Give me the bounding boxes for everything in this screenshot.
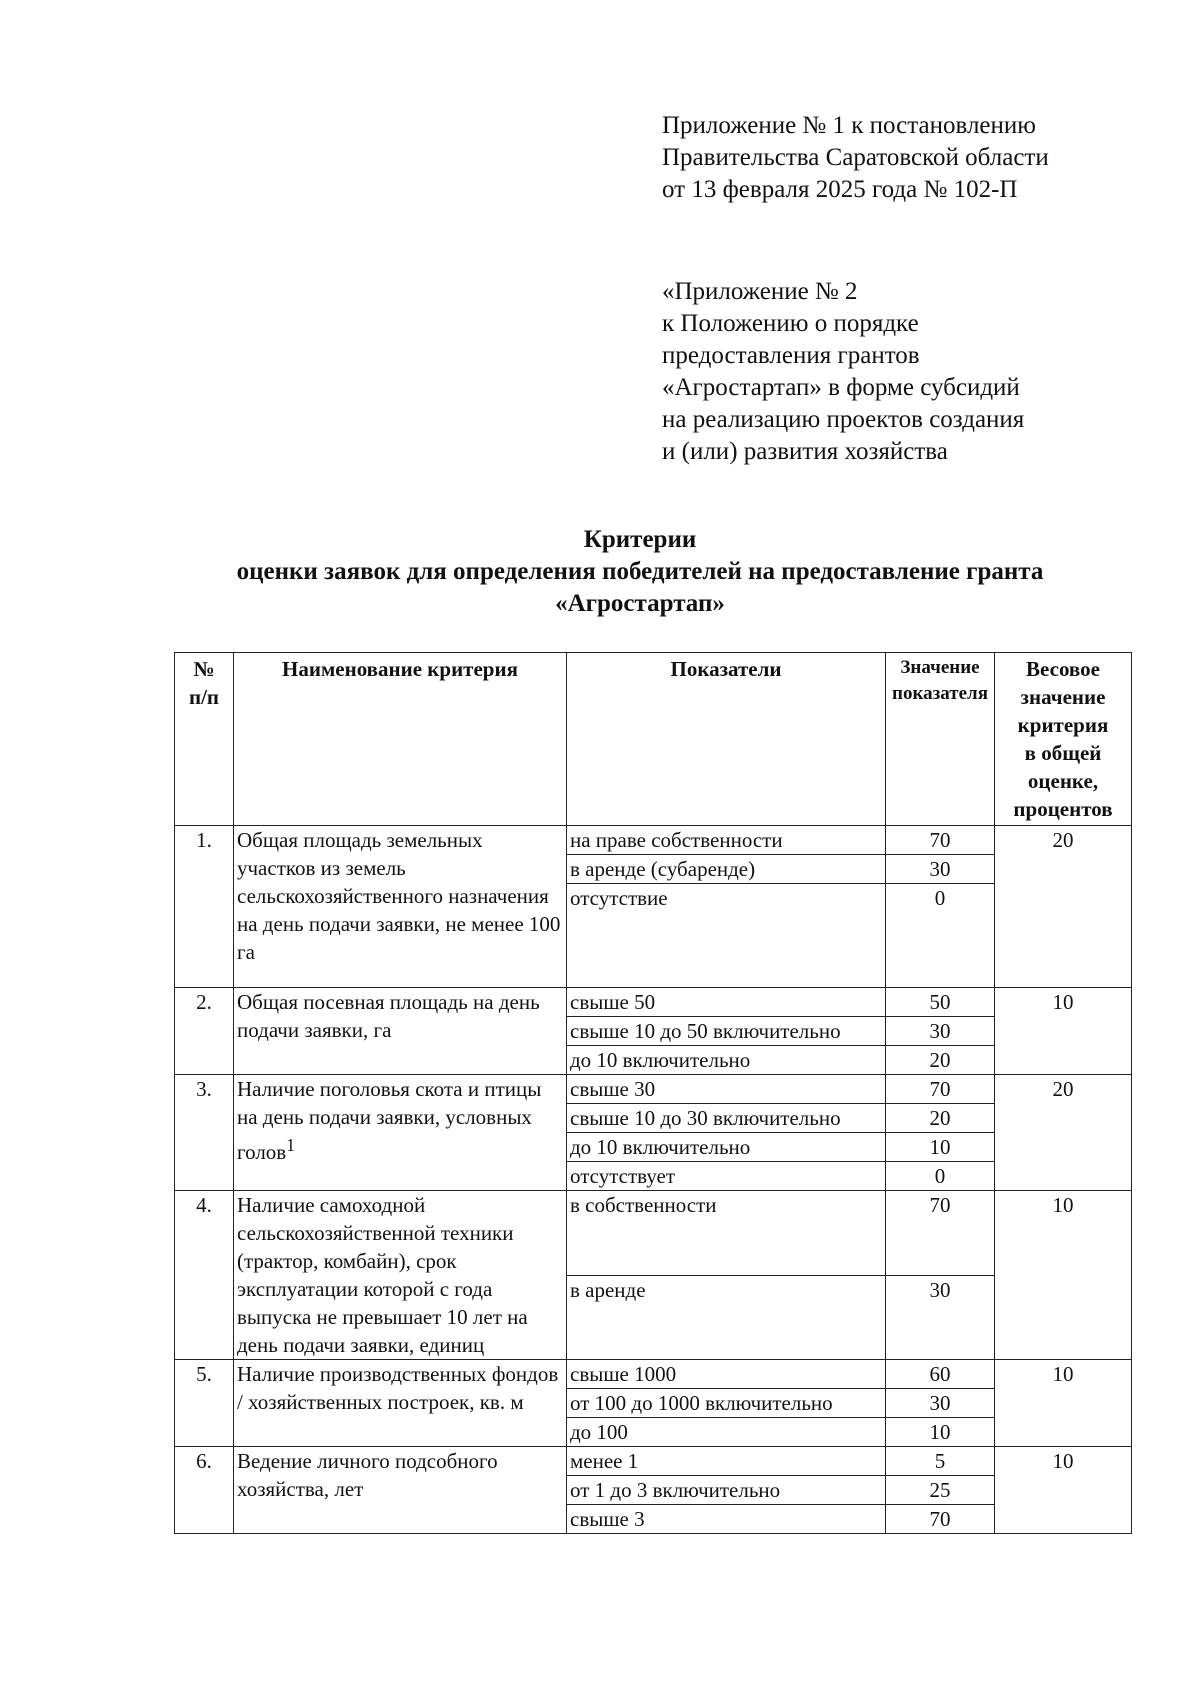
title-line: оценки заявок для определения победителей на предоставление гранта [236, 558, 1044, 585]
criterion-name: Общая площадь земельных участков из земель сельскохозяйственного назначения на день подачи заявки, не менее 100 га [234, 826, 567, 988]
indicator-text: отсутствует [567, 1162, 886, 1191]
row-number: 4. [175, 1191, 234, 1360]
header-number [175, 653, 234, 826]
header-indicators [567, 653, 886, 826]
indicator-text: в аренде (субаренде) [567, 855, 886, 884]
header-weight-line: критерия [1017, 713, 1109, 737]
indicator-value: 70 [886, 1075, 995, 1104]
table-row [175, 988, 1132, 1017]
indicator-text: свыше 10 до 50 включительно [567, 1017, 886, 1046]
header-weight-line: значение [1020, 685, 1106, 709]
indicator-value: 70 [886, 1191, 995, 1276]
criterion-weight: 10 [995, 1191, 1132, 1360]
indicator-text: свыше 50 [567, 988, 886, 1017]
appendix-line: «Агростартап» в форме субсидий [662, 374, 1020, 401]
indicator-value: 10 [886, 1133, 995, 1162]
table-row [175, 826, 1132, 855]
indicator-text: в собственности [567, 1191, 886, 1276]
table-row [175, 1075, 1132, 1104]
indicator-text: от 100 до 1000 включительно [567, 1389, 886, 1418]
criterion-name: Наличие самоходной сельскохозяйственной техники (трактор, комбайн), срок эксплуатации которой с года выпуска не превышает 10 лет на день подачи заявки, единиц [234, 1191, 567, 1360]
header-weight-line: в общей [1024, 741, 1102, 765]
indicator-text: от 1 до 3 включительно [567, 1476, 886, 1505]
criterion-weight: 10 [995, 988, 1132, 1075]
indicator-value: 10 [886, 1418, 995, 1447]
criterion-name: Наличие производственных фондов / хозяйственных построек, кв. м [234, 1360, 567, 1447]
indicator-text: менее 1 [567, 1447, 886, 1476]
indicator-value: 0 [886, 884, 995, 988]
indicator-value: 70 [886, 1505, 995, 1534]
indicator-value: 5 [886, 1447, 995, 1476]
indicator-value: 60 [886, 1360, 995, 1389]
resolution-line: Правительства Саратовской области [662, 144, 1049, 171]
indicator-value: 30 [886, 1389, 995, 1418]
header-value-line: Значение [900, 657, 980, 678]
appendix-reference [662, 276, 1024, 468]
criteria-table [174, 652, 1132, 1534]
indicator-text: до 100 [567, 1418, 886, 1447]
criterion-name [234, 1075, 567, 1191]
indicator-text: отсутствие [567, 884, 886, 988]
criterion-weight: 20 [995, 826, 1132, 988]
table-row [175, 1191, 1132, 1276]
criterion-name-text: Наличие поголовья скота и птицы на день подачи заявки, условных голов [237, 1077, 542, 1164]
indicator-value: 30 [886, 855, 995, 884]
resolution-line: от 13 февраля 2025 года № 102-П [662, 176, 1018, 203]
criterion-weight: 20 [995, 1075, 1132, 1191]
table-row [175, 1360, 1132, 1389]
header-criterion-name [234, 653, 567, 826]
indicator-text: в аренде [567, 1275, 886, 1360]
indicator-text: до 10 включительно [567, 1133, 886, 1162]
footnote-marker: 1 [286, 1135, 295, 1155]
indicator-text: до 10 включительно [567, 1046, 886, 1075]
indicator-value: 20 [886, 1104, 995, 1133]
header-criterion-name-text: Наименование критерия [282, 657, 518, 681]
resolution-reference [662, 110, 1049, 206]
title-line: «Агростартап» [555, 590, 725, 617]
indicator-value: 20 [886, 1046, 995, 1075]
indicator-value: 50 [886, 988, 995, 1017]
row-number: 6. [175, 1447, 234, 1534]
header-value-line: показателя [892, 683, 988, 704]
table-row [175, 1447, 1132, 1476]
appendix-line: на реализацию проектов создания [662, 406, 1025, 433]
criterion-name: Ведение личного подсобного хозяйства, лет [234, 1447, 567, 1534]
indicator-text: на праве собственности [567, 826, 886, 855]
indicator-value: 30 [886, 1275, 995, 1360]
indicator-text: свыше 10 до 30 включительно [567, 1104, 886, 1133]
header-indicators-text: Показатели [670, 657, 782, 681]
row-number: 2. [175, 988, 234, 1075]
indicator-text: свыше 1000 [567, 1360, 886, 1389]
table-header-row [175, 653, 1132, 826]
criterion-weight: 10 [995, 1447, 1132, 1534]
header-weight-line: оценке, [1027, 769, 1099, 793]
header-number-line: № [193, 657, 215, 681]
header-weight [995, 653, 1132, 826]
indicator-value: 0 [886, 1162, 995, 1191]
indicator-text: свыше 3 [567, 1505, 886, 1534]
header-weight-line: Весовое [1026, 657, 1100, 681]
header-value [886, 653, 995, 826]
appendix-line: «Приложение № 2 [662, 278, 858, 305]
appendix-line: предоставления грантов [662, 342, 920, 369]
title-line: Критерии [583, 526, 697, 553]
document-title [150, 524, 1130, 620]
criterion-weight: 10 [995, 1360, 1132, 1447]
resolution-line: Приложение № 1 к постановлению [662, 112, 1036, 139]
appendix-line: к Положению о порядке [662, 310, 919, 337]
indicator-text: свыше 30 [567, 1075, 886, 1104]
header-number-line: п/п [188, 685, 220, 709]
indicator-value: 25 [886, 1476, 995, 1505]
row-number: 3. [175, 1075, 234, 1191]
row-number: 1. [175, 826, 234, 988]
row-number: 5. [175, 1360, 234, 1447]
criterion-name: Общая посевная площадь на день подачи заявки, га [234, 988, 567, 1075]
indicator-value: 30 [886, 1017, 995, 1046]
appendix-line: и (или) развития хозяйства [662, 438, 948, 465]
header-weight-line: процентов [1013, 797, 1113, 821]
indicator-value: 70 [886, 826, 995, 855]
